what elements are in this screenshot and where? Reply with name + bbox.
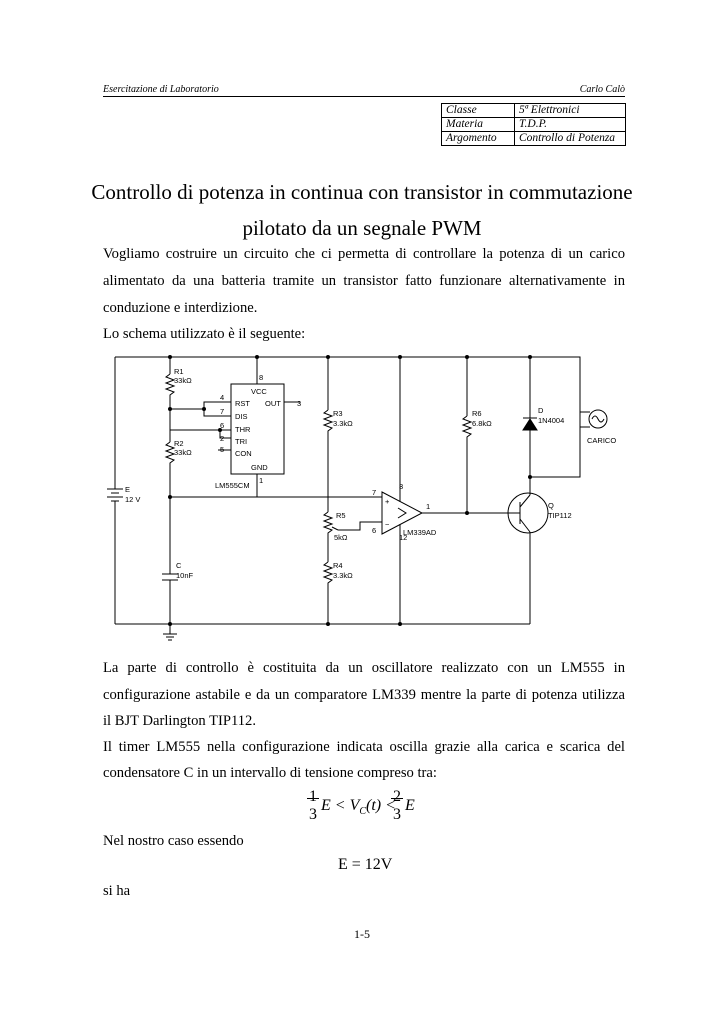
lm555-label: LM555CM <box>215 481 250 490</box>
body-line: La parte di controllo è costituita da un oscillatore realizzato con un LM555 in <box>103 660 625 676</box>
lm339-label: LM339AD <box>403 528 437 537</box>
d-label: D <box>538 406 544 415</box>
c-value: 10nF <box>176 571 194 580</box>
r3-resistor <box>324 410 332 433</box>
r1-value: 33kΩ <box>174 376 192 385</box>
frac2-num: 2 <box>393 788 401 805</box>
comp-pin6: 6 <box>372 526 377 535</box>
e-value: 12 V <box>125 495 141 504</box>
ground-symbol <box>163 624 177 640</box>
r5-wiper <box>332 527 338 530</box>
title-line-1: Controllo di potenza in continua con transistor in commutazione <box>91 180 633 204</box>
circuit-schematic <box>100 352 620 652</box>
carico-label: CARICO <box>587 436 617 445</box>
comp-pin7: 7 <box>372 488 377 497</box>
rst-label: RST <box>235 399 250 408</box>
pin1-output-wire <box>170 474 330 497</box>
formula-mid-text: E < V <box>321 797 360 814</box>
q-value: TIP112 <box>548 511 572 520</box>
c-label: C <box>176 561 182 570</box>
to-plus-wire <box>330 497 382 502</box>
r1-resistor <box>166 374 174 397</box>
r6-value: 6.8kΩ <box>472 419 492 428</box>
pin1-label: 1 <box>259 476 264 485</box>
r5-potentiometer <box>324 512 332 541</box>
e-label: E <box>125 485 131 494</box>
tri-label: TRI <box>235 437 248 446</box>
body-line: il BJT Darlington TIP112. <box>103 713 256 729</box>
pin3-label: 3 <box>297 399 302 408</box>
minus-sign: − <box>385 520 390 529</box>
info-key: Materia <box>442 118 515 132</box>
info-value: 5ª Elettronici <box>515 104 626 118</box>
info-key: Argomento <box>442 132 515 146</box>
comp-pin12: 12 <box>399 533 408 542</box>
info-key: Classe <box>442 104 515 118</box>
r5-value: 5kΩ <box>334 533 348 542</box>
out-label: OUT <box>265 399 281 408</box>
frac1-num: 1 <box>309 788 317 805</box>
tip112-transistor <box>508 472 548 624</box>
r4-value: 3.3kΩ <box>333 571 353 580</box>
top-rail-wire <box>115 357 580 477</box>
header-left: Esercitazione di Laboratorio <box>103 84 219 95</box>
r1-label: R1 <box>174 367 184 376</box>
con-label: CON <box>235 449 252 458</box>
formula-arg: (t) < <box>366 797 396 814</box>
thr-label: THR <box>235 425 251 434</box>
intro-line: conduzione e interdizione. <box>103 300 258 316</box>
pin4-label: 4 <box>220 393 225 402</box>
running-header <box>103 82 625 97</box>
comp-pin1: 1 <box>426 502 431 511</box>
frac2-den: 3 <box>393 806 401 823</box>
intro-line: alimentato da una batteria tramite un transistor fatto funzionare alternativamente in <box>103 273 625 289</box>
info-row <box>442 104 626 118</box>
body-line: Il timer LM555 nella configurazione indicata oscilla grazie alla carica e scarica del <box>103 739 625 755</box>
d-value: 1N4004 <box>538 416 565 425</box>
r3-value: 3.3kΩ <box>333 419 353 428</box>
load-wire <box>580 412 590 427</box>
r3-label: R3 <box>333 409 343 418</box>
formula <box>309 788 429 828</box>
frac2-bar <box>391 798 403 799</box>
e-equation: E = 12V <box>338 856 393 873</box>
r6-resistor <box>463 416 471 439</box>
battery-e-symbol <box>107 489 123 507</box>
title-line-2: pilotato da un segnale PWM <box>242 216 482 240</box>
r5-label: R5 <box>336 511 346 520</box>
r2-resistor <box>166 442 174 465</box>
pin5-label: 5 <box>220 445 225 454</box>
r6-label: R6 <box>472 409 482 418</box>
info-row <box>442 118 626 132</box>
r4-resistor <box>324 562 332 585</box>
comp-pin3: 3 <box>399 482 404 491</box>
intro-line: Lo schema utilizzato è il seguente: <box>103 326 306 342</box>
after-formula-text: Nel nostro caso essendo <box>103 833 244 849</box>
info-table <box>441 103 626 146</box>
formula-end: E <box>405 797 415 814</box>
q-label: Q <box>548 501 554 510</box>
pin2-label: 2 <box>220 434 225 443</box>
frac1-bar <box>307 798 319 799</box>
intro-line: Vogliamo costruire un circuito che ci permetta di controllare la potenza di un carico <box>103 246 625 262</box>
info-value: T.D.P. <box>515 118 626 132</box>
frac1-den: 3 <box>309 806 317 823</box>
vcc-label: VCC <box>251 387 267 396</box>
comparator-symbol <box>398 508 406 518</box>
carico-lamp <box>589 410 607 428</box>
si-ha-text: si ha <box>103 883 131 899</box>
header-right: Carlo Calò <box>579 84 625 95</box>
page-number: 1-5 <box>354 927 370 941</box>
formula-middle <box>321 797 396 817</box>
d-diode <box>523 418 537 430</box>
r2-value: 33kΩ <box>174 448 192 457</box>
plus-sign: + <box>385 497 390 506</box>
r2-label: R2 <box>174 439 184 448</box>
pin6-label: 6 <box>220 421 225 430</box>
body-line: condensatore C in un intervallo di tensione compreso tra: <box>103 765 437 781</box>
info-value: Controllo di Potenza <box>515 132 626 146</box>
pin7-label: 7 <box>220 407 225 416</box>
formula-subscript: C <box>359 806 367 818</box>
pin8-label: 8 <box>259 373 264 382</box>
gnd-label: GND <box>251 463 268 472</box>
body-line: configurazione astabile e da un comparatore LM339 mentre la parte di potenza utilizza <box>103 687 625 703</box>
r4-label: R4 <box>333 561 343 570</box>
dis-label: DIS <box>235 412 248 421</box>
info-row <box>442 132 626 146</box>
